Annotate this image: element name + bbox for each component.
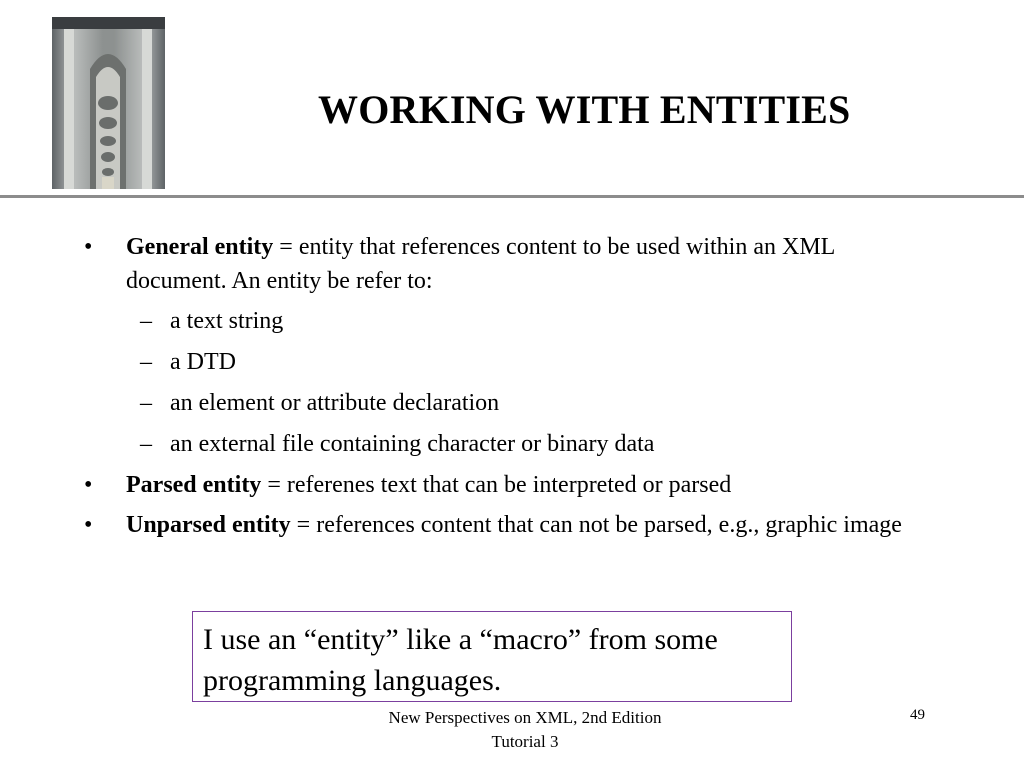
bullet-unparsed-entity xyxy=(84,508,924,542)
sub-item xyxy=(84,304,924,338)
sub-item-text: a text string xyxy=(170,308,284,334)
sub-item xyxy=(84,386,924,420)
sub-marker: – xyxy=(140,349,152,375)
sub-item xyxy=(84,345,924,379)
bullet-term: Unparsed entity xyxy=(126,512,291,538)
bullet-marker: • xyxy=(84,234,93,260)
bullet-general-entity xyxy=(84,230,924,298)
bullet-term: Parsed entity xyxy=(126,472,262,498)
sub-item xyxy=(84,427,924,461)
footer xyxy=(340,706,710,754)
footer-line-1: New Perspectives on XML, 2nd Edition xyxy=(388,708,662,727)
slide-content xyxy=(84,230,924,548)
slide-title: WORKING WITH ENTITIES xyxy=(318,87,851,132)
bullet-marker: • xyxy=(84,512,93,538)
page-number: 49 xyxy=(910,707,925,723)
bullet-text: = references content that can not be parsed, e.g., graphic image xyxy=(290,512,902,538)
sub-marker: – xyxy=(140,390,152,416)
bullet-text: = entity that references content to be used within an XML document. An entity be refer to: xyxy=(126,234,835,294)
sub-item-text: a DTD xyxy=(170,349,236,375)
title-divider xyxy=(0,195,1024,198)
bridge-arches-photo xyxy=(52,17,165,189)
sub-item-text: an element or attribute declaration xyxy=(170,390,500,416)
footer-line-2: Tutorial 3 xyxy=(491,732,559,751)
note-box: I use an “entity” like a “macro” from some programming languages. xyxy=(192,611,792,702)
sub-marker: – xyxy=(140,431,152,457)
bullet-text: = referenes text that can be interpreted or parsed xyxy=(261,472,732,498)
bullet-marker: • xyxy=(84,472,93,498)
bullet-parsed-entity xyxy=(84,468,924,502)
bullet-term: General entity xyxy=(126,234,274,260)
sub-marker: – xyxy=(140,308,152,334)
sub-item-text: an external file containing character or binary data xyxy=(170,431,655,457)
